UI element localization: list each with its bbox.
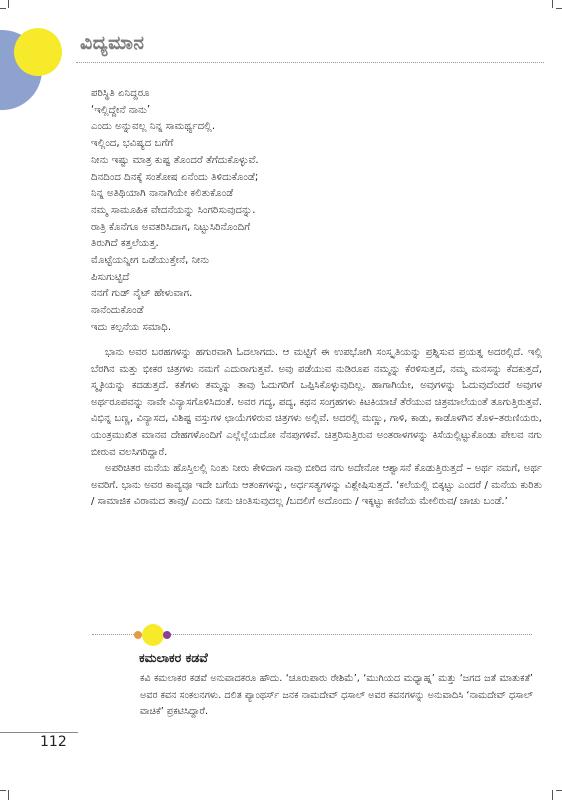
crop-mark-bottom-right (552, 790, 553, 800)
poem-line: ನಮ್ಮ ಸಾಮೂಹಿಕ ವೇದನೆಯನ್ನು ಸಿಂಗರಿಸುವುದನ್ನು. (91, 204, 256, 216)
page-title: ವಿದ್ಯಮಾನ (80, 32, 145, 54)
page-number-rule (0, 732, 78, 733)
crop-mark-bottom-right-h (556, 790, 562, 791)
crop-mark-top-right-h (556, 8, 562, 9)
poem-line: ಇಲ್ಲಿಂದ, ಭವಿಷ್ಯದ ಬಗೆಗೆ (91, 138, 174, 150)
poem-line: ಪರಿಸ್ಥಿತಿ ಏನಿದ್ದರೂ (91, 88, 150, 99)
poem-line: ಎಂದು ಅನ್ನುವಲ್ಲ ನಿನ್ನ ಸಾಮರ್ಥ್ಯದಲ್ಲಿ. (91, 121, 216, 133)
poem-block (91, 86, 531, 337)
prose-block (91, 345, 542, 511)
crop-mark-top-left (8, 0, 9, 8)
orange-dot (134, 631, 142, 639)
poem-line: ನೀನು ಇಷ್ಟು ಮಾತ್ರ ಕುಷ್ಟ ತೊಂದರೆ ತೆಗೆದುಕೊಳ್ಳುವೆ. (91, 154, 259, 166)
prose-paragraph: ಅಪರಿಚಿತರ ಮನೆಯ ಹೊಸ್ತಿಲಲ್ಲಿ ನಿಂತು ನೀರು ಕೇಳಿದಾಗ ನಾವು ಬೀರಿದ ನಗು ಅದೇನೋ ಆಶ್ವಾಸನೆ ಕೊಡುತ್ತಿರುತ್ತದೆ – ಅರ್ಥ ನಮಗೆ, ಅರ್ಥ ಅವರಿಗೆ. ಭಾನು ಅವರ ಕಾವ್ಯವೂ ಇದೇ ಬಗೆಯ ಆತಂಕಗಳನ್ನು, ಅರ್ಧಸತ್ಯಗಳನ್ನು ವಿಶ್ಲೇಷಿಸುತ್ತದೆ. ‘ಕಲೆಯಲ್ಲಿ ಬಿಕ್ಕಟ್ಟು ಎಂದರೆ / ಮನೆಯ ಕುರಿತು / ಸಾಮಾಜಿಕ ವಿರಾಮದ ತಾವು/ ಎಂದು ನೀನು ಚಿಂತಿಸುವುದಲ್ಲ /ಬದಲಿಗೆ ಅದೊಂದು / ಇಕ್ಕಟ್ಟು ಕಣಿವೆಯ ಮೇಲಿರುವ/ ಚಾಚು ಬಂಡೆ.’ (91, 463, 542, 508)
page-number: 112 (40, 734, 67, 750)
header-divider (76, 62, 544, 63)
bio-body: ಕವಿ ಕಮಲಾಕರ ಕಡವೆ ಅನುವಾದಕರೂ ಹೌದು. ‘ಚೂರುಪಾರು ರೇಶಿಮೆ’, ‘ಮುಗಿಯದ ಮಧ್ಯಾಹ್ನ’ ಮತ್ತು ‘ಜಗದ ಜತೆ ಮಾತುಕತೆ’ ಅವರ ಕವನ ಸಂಕಲನಗಳು. ದಲಿತ ಪ್ಯಾಂಥರ್ಸ್ ಜನಕ ನಾಮದೇವ್ ಧಸಾಲ್ ಅವರ ಕವನಗಳನ್ನು ಅನುವಾದಿಸಿ ‘ನಾಮದೇವ್ ಧಸಾಲ್ ವಾಚಿಕೆ’ ಪ್ರಕಟಿಸಿದ್ದಾರೆ. (140, 673, 533, 717)
header-yellow-circle (14, 28, 62, 76)
yellow-dot (142, 624, 164, 646)
crop-mark-bottom-left-h (0, 790, 6, 791)
poem-line: ತಿರುಗಿದೆ ಕತ್ತಲೆಯತ್ತ. (91, 238, 159, 250)
crop-mark-top-right (552, 0, 553, 8)
poem-line: ಇದು ಕಲ್ಪನೆಯ ಸಮಾಧಿ. (91, 321, 172, 333)
poem-line: ನನಗೆ ಗುಡ್ ನೈಟ್ ಹೇಳುವಾಗ. (91, 288, 193, 300)
poem-line: ‘ಇಲ್ಲಿದ್ದೇನೆ ನಾನು’ (91, 104, 151, 116)
poem-line: ನಿನ್ನ ಅತಿಥಿಯಾಗಿ ನಾನಾಗಿಯೇ ಕಲಿತುಕೊಂಡೆ (91, 188, 234, 200)
crop-mark-bottom-left (8, 790, 9, 800)
poem-line: ನಾನೆಂದುಕೊಂಡೆ (91, 305, 144, 317)
prose-paragraph: ಭಾನು ಅವರ ಬರಹಗಳನ್ನು ಹಗುರವಾಗಿ ಓದಲಾಗದು. ಆ ಮಟ್ಟಿಗೆ ಈ ಉಪಭೋಗಿ ಸಂಸ್ಕೃತಿಯನ್ನು ಪ್ರಶ್ನಿಸುವ ಪ್ರಯತ್ನ ಅದರಲ್ಲಿದೆ. ಇಲ್ಲಿ ಬೆರಗಿನ ಮತ್ತು ಭೀಕರ ಚಿತ್ರಗಳು ನಮಗೆ ಎದುರಾಗುತ್ತವೆ. ಅವು ಪಡೆಯುವ ನುಡಿರೂಪ ನಮ್ಮನ್ನು ಕೆರಳಿಸುತ್ತದೆ, ನಮ್ಮ ಮನಸನ್ನು ಕೆದಕುತ್ತದೆ, ಸ್ಮೃತಿಯನ್ನು ಕದಡುತ್ತದೆ. ಕತೆಗಳು ತಮ್ಮನ್ನು ತಾವು ಓದುಗರಿಗೆ ಒಪ್ಪಿಸಿಕೊಳ್ಳುವುದಿಲ್ಲ. ಹಾಗಾಗಿಯೇ, ಅವುಗಳನ್ನು ಓದುವುದೆಂದರೆ ಅವುಗಳ ಅರ್ಥರೂಪವನ್ನು ನಾವೇ ವಿನ್ಯಾಸಗೊಳಿಸಿದಂತೆ. ಅವರ ಗದ್ಯ, ಪದ್ಯ, ಕಥನ ಸಂಗ್ರಹಗಳು ಕಿಟಕಿಯಾಚೆ ತೆರೆಯುವ ಚಿತ್ರಮಾಲೆಯಂತೆ ತೂಗುತ್ತಿರುತ್ತವೆ. ವಿಭಿನ್ನ ಬಣ್ಣ, ವಿನ್ಯಾಸದ, ವಿಶಿಷ್ಟ ವಸ್ತುಗಳ ಛಾಯೆಗಳಿರುವ ಚಿತ್ರಗಳು ಅಲ್ಲಿವೆ. ಅದರಲ್ಲಿ ಮಣ್ಣು, ಗಾಳಿ, ಕಾಡು, ಕಾಡೊಳಗಿನ ತೊಳ–ತರುಣಿಯರು, ಯಂತ್ರಮುಖಿತ ಮಾನವ ದೇಹಗಳೊಂದಿಗೆ ಎಲ್ಲೆಲ್ಲೆಯದೋ ನೆನಪುಗಳಿವೆ. ಚಿತ್ತರಿಸುತ್ತಿರುವ ಅಂತರಾಳಗಳನ್ನು ಕಿಸೆಯಲ್ಲಿಟ್ಟುಕೊಂಡು ಪೇಲವ ನಗು ಬೀರುವ ವಲಸಿಗರಿದ್ದಾರೆ. (91, 347, 542, 458)
crop-mark-top-left-h (0, 8, 6, 9)
purple-dot (163, 631, 171, 639)
poem-line: ಪಿಸುಗುಟ್ಟಿದೆ (91, 271, 130, 283)
poem-line: ದಿನದಿಂದ ದಿನಕ್ಕೆ ಸಂತೋಷ ಏನೆಂದು ತಿಳಿದುಕೊಂಡೆ; (91, 171, 259, 183)
poem-line: ರಾತ್ರಿ ಕೊನೆಗೂ ಅವತರಿಸಿದಾಗ, ನಿಟ್ಟುಸಿರಿನೊಂದಿಗೆ (91, 221, 251, 233)
poem-line: ಮೊಟ್ಟೆಯನ್ನೀಗ ಒಡೆಯುತ್ತೇನೆ, ನೀನು (91, 255, 210, 267)
bio-title: ಕಮಲಾಕರ ಕಡವೆ (139, 650, 208, 665)
